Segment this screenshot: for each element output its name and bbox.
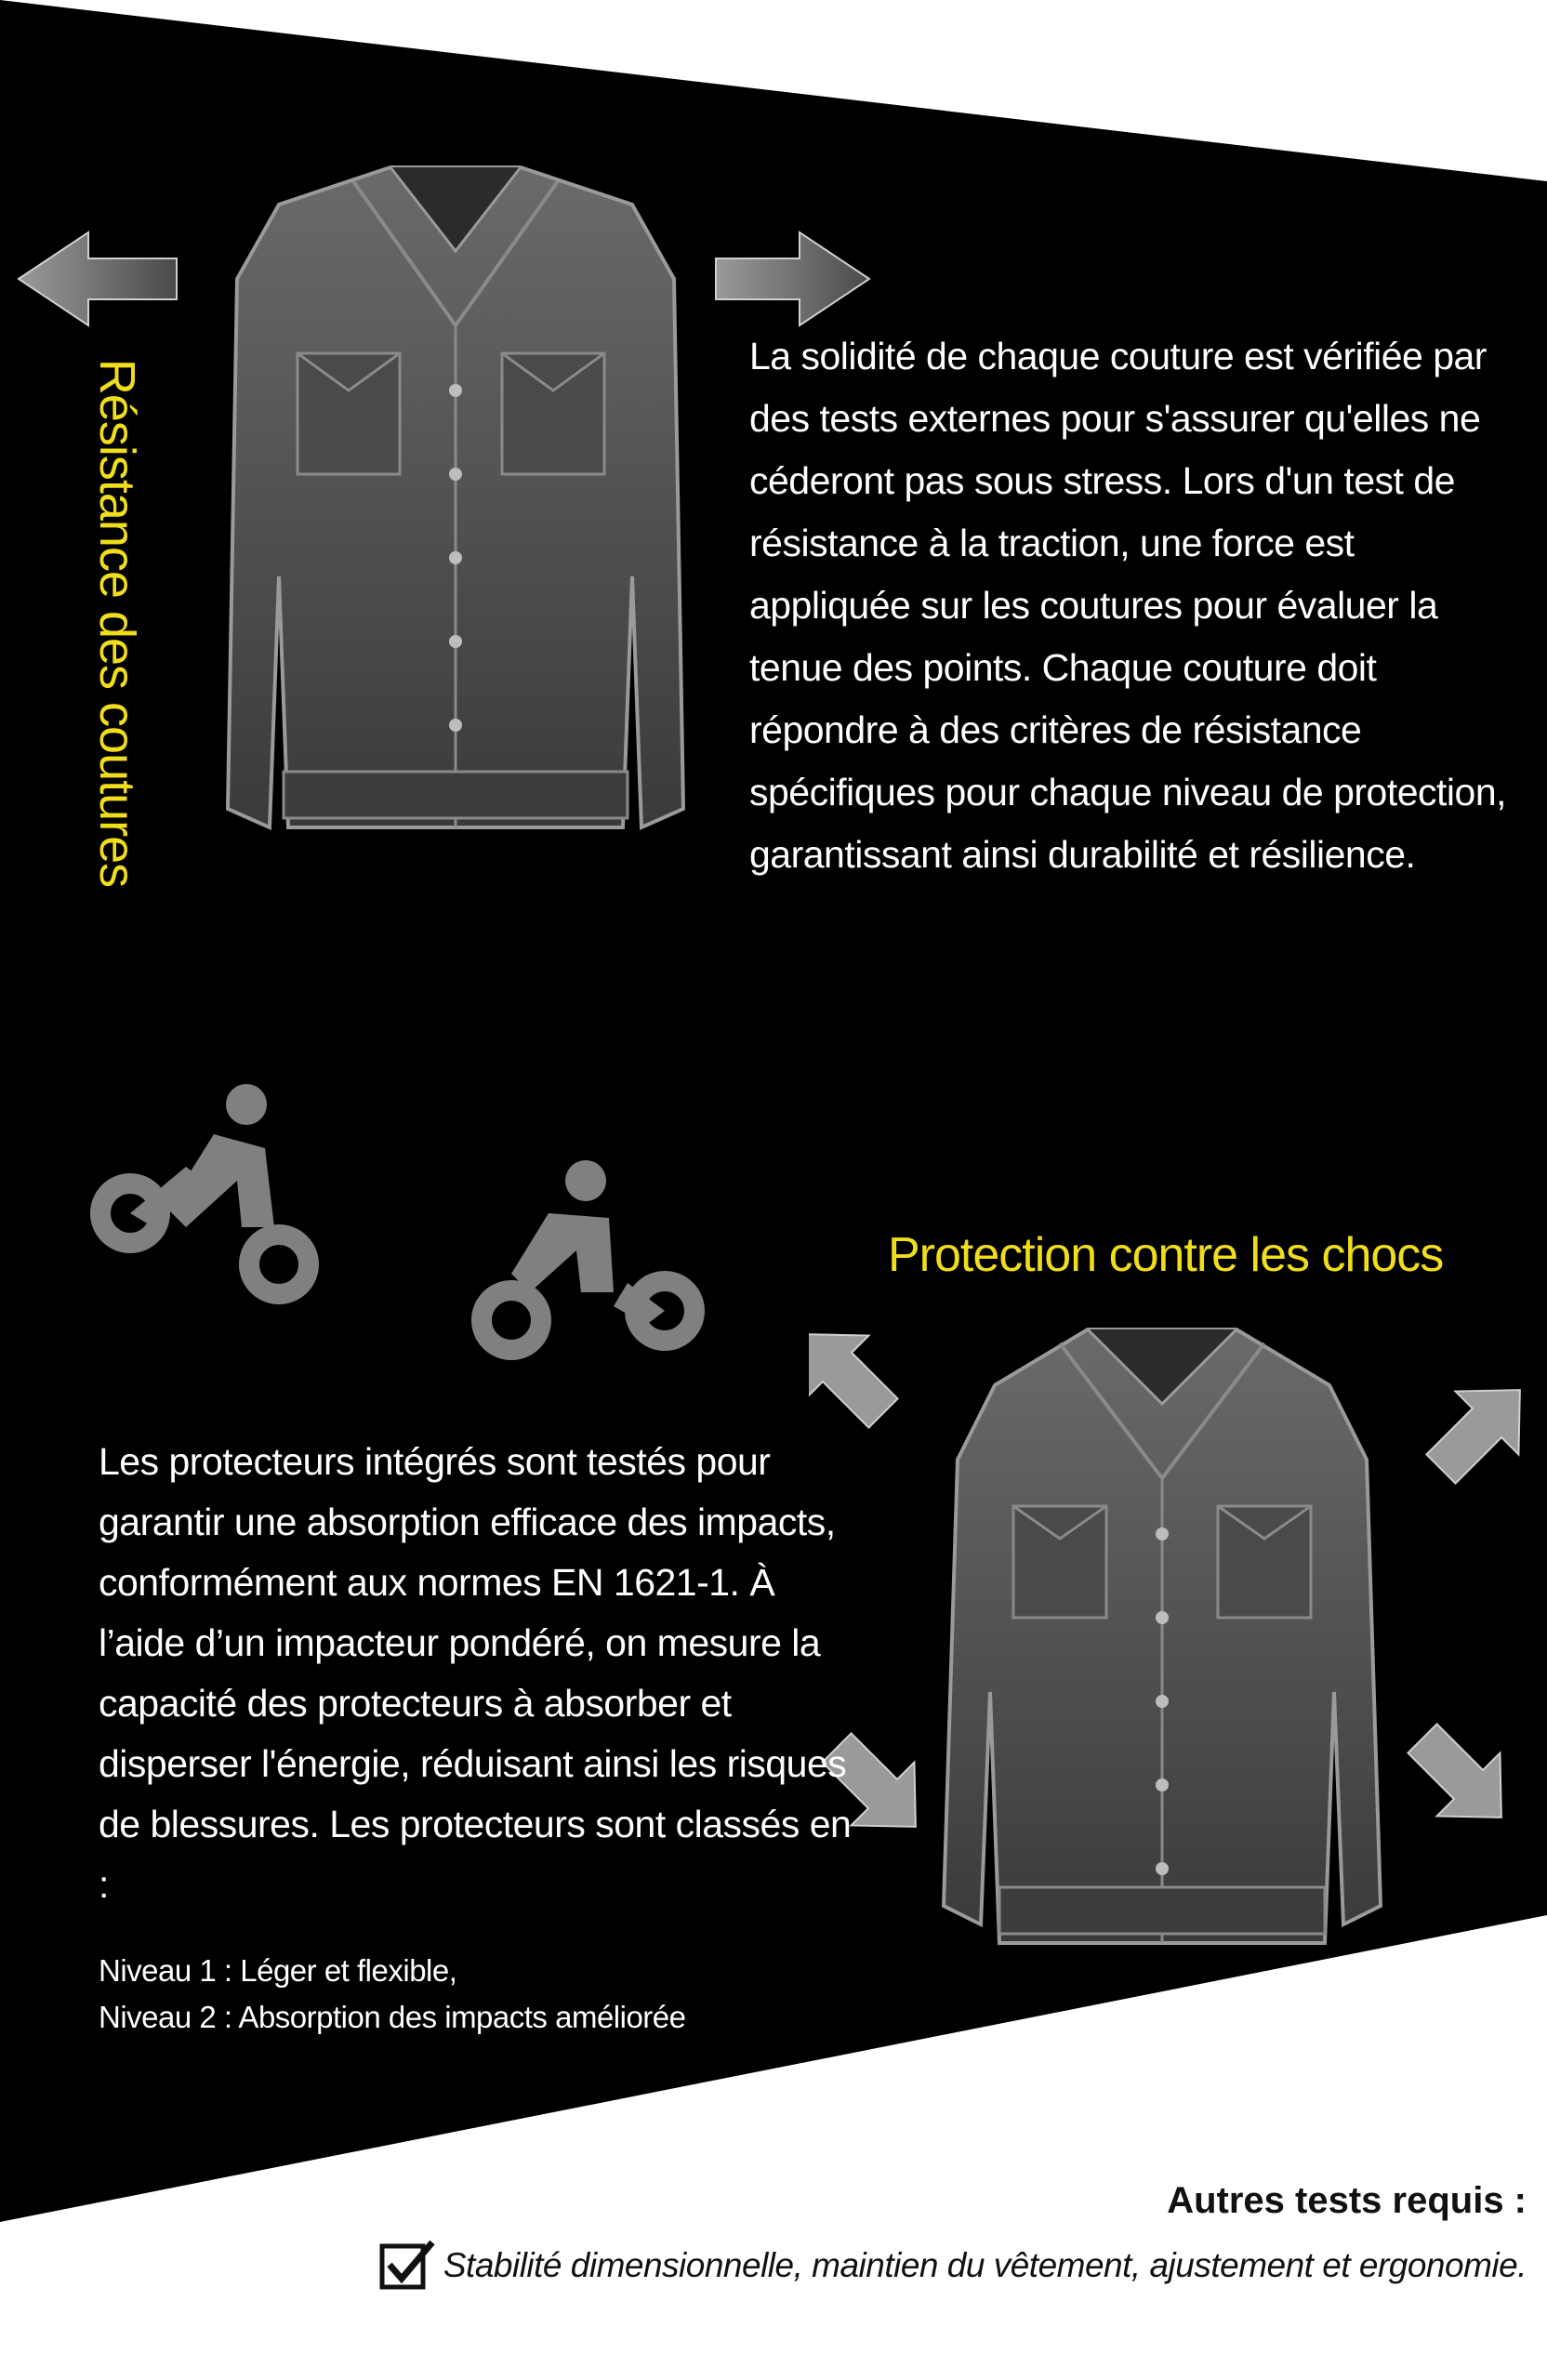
checkbox-checked-icon [378,2237,436,2294]
list-item: Niveau 1 : Léger et flexible, [99,1953,457,1988]
jacket-icon [944,1329,1381,1943]
motorcycle-rider-icon [446,1153,725,1376]
other-tests-title: Autres tests requis : [1167,2180,1527,2221]
impact-arrow-icon [1409,1358,1534,1501]
list-item: Niveau 2 : Absorption des impacts améliorée [99,2000,686,2034]
impact-protection-description: Les protecteurs intégrés sont testés pour garantir une absorption efficace des impacts, conformément aux normes EN 1621-1. À l’aide d’un impacteur pondéré, on mesure la capacité des protecteurs à absorber et disperser l'énergie, réduisant ainsi les risques de blessures. Les protecteurs sont classés en : [99,1440,852,1906]
right-arrow-icon [716,232,869,325]
other-tests-item [378,2233,1527,2298]
protection-levels-list [99,1948,935,2041]
jacket-icon [228,167,683,827]
impact-arrow-icon [809,1302,915,1445]
seam-resistance-title [15,358,219,888]
jacket-impact-illustration [809,1302,1534,1990]
seam-resistance-description: La solidité de chaque couture est vérifiée par des tests externes pour s'assurer qu'elles ne céderont pas sous stress. Lors d'un test de résistance à la traction, une force est appliquée sur les coutures pour évaluer la tenue des points. Chaque couture doit répondre à des critères de résistance spécifiques pour chaque niveau de protection, garantissant ainsi durabilité et résilience. [749,335,1507,876]
impact-arrow-icon [1391,1707,1533,1849]
motorcycle-rider-icon [74,1078,335,1311]
impact-protection-title: Protection contre les chocs [888,1228,1444,1282]
left-arrow-icon [19,232,177,325]
seam-resistance-title-text: Résistance des coutures [89,358,145,888]
other-tests-text: Stabilité dimensionnelle, maintien du vêtement, ajustement et ergonomie. [443,2246,1527,2284]
